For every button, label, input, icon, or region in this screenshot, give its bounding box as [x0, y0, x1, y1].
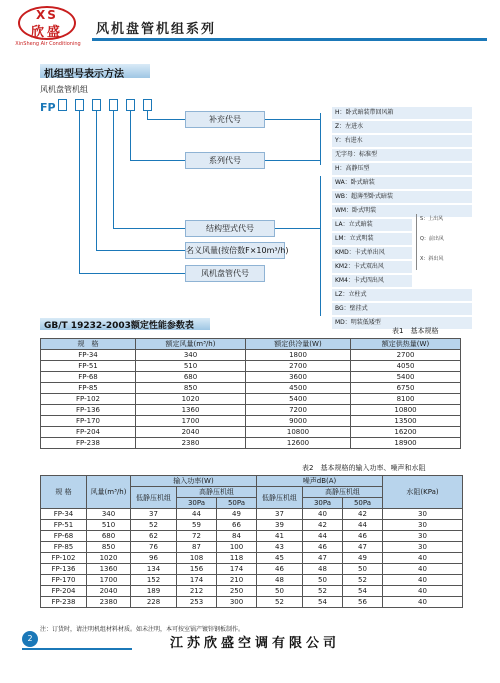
connector	[147, 111, 148, 119]
table-row	[41, 542, 463, 553]
section-subtitle: 风机盘管机组	[40, 85, 88, 94]
table-cell: 1700	[87, 575, 131, 586]
table-cell: 2380	[87, 597, 131, 608]
table-cell: 8100	[351, 394, 461, 405]
table-cell: 30	[383, 509, 463, 520]
table-cell: 4050	[351, 361, 461, 372]
col-header: 噪声dB(A)	[257, 476, 383, 487]
table-cell: 46	[343, 531, 383, 542]
page-number: 2	[22, 631, 38, 647]
table-cell: 44	[343, 520, 383, 531]
table-cell: 510	[87, 520, 131, 531]
col-header: 50Pa	[217, 498, 257, 509]
table-cell: FP-238	[41, 597, 87, 608]
connector	[275, 228, 320, 229]
table-row	[41, 427, 461, 438]
table-cell: 12600	[246, 438, 351, 449]
table-cell: 30	[383, 520, 463, 531]
code-box-6	[143, 99, 152, 111]
connector	[320, 152, 321, 165]
code-item: KMD：卡式单出风	[332, 247, 412, 259]
col-header: 规 格	[41, 476, 87, 509]
code-item: KM4：卡式四出风	[332, 275, 412, 287]
col-header: 30Pa	[303, 498, 343, 509]
side-bracket	[416, 214, 417, 270]
table-cell: 9000	[246, 416, 351, 427]
table-cell: 50	[303, 575, 343, 586]
table-cell: 44	[303, 531, 343, 542]
table-cell: 4500	[246, 383, 351, 394]
code-box-3	[92, 99, 101, 111]
code-item: LZ：立柱式	[332, 289, 472, 301]
table-cell: 56	[343, 597, 383, 608]
table-cell: 44	[177, 509, 217, 520]
table-cell: 2040	[136, 427, 246, 438]
table-cell: 45	[257, 553, 303, 564]
code-box-4	[109, 99, 118, 111]
col-header: 额定供冷量(W)	[246, 339, 351, 350]
prefix-label: FP	[40, 101, 56, 114]
table-cell: 680	[136, 372, 246, 383]
table-row	[41, 372, 461, 383]
col-header: 风量(m³/h)	[87, 476, 131, 509]
table-cell: 54	[303, 597, 343, 608]
table-cell: FP-102	[41, 394, 136, 405]
table-cell: 52	[131, 520, 177, 531]
code-item: Y：右进水	[332, 135, 472, 147]
table-cell: 48	[303, 564, 343, 575]
logo-en: XinSheng Air Conditioning	[15, 41, 81, 47]
table-cell: 39	[257, 520, 303, 531]
table-cell: FP-238	[41, 438, 136, 449]
code-item: MD：明装低矮型	[332, 317, 472, 329]
table-cell: 72	[177, 531, 217, 542]
connector	[265, 119, 320, 120]
table-cell: 100	[217, 542, 257, 553]
table-cell: 47	[343, 542, 383, 553]
code-item: WM：卧式明装	[332, 205, 472, 217]
section-title-model: 机组型号表示方法	[44, 69, 124, 80]
code-item: LM：立式明装	[332, 233, 412, 245]
table-cell: FP-204	[41, 586, 87, 597]
logo-cn: 欣盛	[30, 25, 63, 40]
connector	[130, 160, 185, 161]
table-cell: 40	[383, 564, 463, 575]
connector	[96, 250, 185, 251]
header-rule	[92, 38, 487, 41]
table-row	[41, 394, 461, 405]
table-cell: 49	[343, 553, 383, 564]
table-cell: 250	[217, 586, 257, 597]
table-cell: 174	[217, 564, 257, 575]
company-logo	[10, 6, 86, 50]
code-item: Z：左进水	[332, 121, 472, 133]
table-cell: 108	[177, 553, 217, 564]
table-cell: 37	[131, 509, 177, 520]
table-cell: 62	[131, 531, 177, 542]
table-row	[41, 361, 461, 372]
label-series: 系列代号	[185, 152, 265, 169]
code-item: BG：壁挂式	[332, 303, 472, 315]
table-row	[41, 575, 463, 586]
code-item: H：卧式暗装带回风箱	[332, 107, 472, 119]
table-row	[41, 531, 463, 542]
table-cell: 300	[217, 597, 257, 608]
table-cell: 10800	[246, 427, 351, 438]
table-cell: FP-102	[41, 553, 87, 564]
code-box-1	[58, 99, 67, 111]
table-cell: 340	[87, 509, 131, 520]
table-cell: FP-51	[41, 520, 87, 531]
table1-caption: 表1 基本规格	[392, 327, 439, 335]
table-cell: 66	[217, 520, 257, 531]
table-cell: 3600	[246, 372, 351, 383]
table-cell: 1020	[87, 553, 131, 564]
table-cell: 1700	[136, 416, 246, 427]
table-row	[41, 553, 463, 564]
table-cell: 30	[383, 542, 463, 553]
table-cell: 37	[257, 509, 303, 520]
table-row	[41, 383, 461, 394]
code-item: 无字母：标准型	[332, 149, 472, 161]
connector	[147, 119, 185, 120]
table-row	[41, 597, 463, 608]
col-header: 额定供热量(W)	[351, 339, 461, 350]
table-cell: 49	[217, 509, 257, 520]
table-cell: 510	[136, 361, 246, 372]
table-cell: 43	[257, 542, 303, 553]
code-box-5	[126, 99, 135, 111]
table-cell: 1360	[136, 405, 246, 416]
table-cell: 40	[383, 597, 463, 608]
side-note: X：斜出风	[420, 256, 444, 262]
table-cell: FP-170	[41, 575, 87, 586]
table-row	[41, 509, 463, 520]
table-cell: 52	[303, 586, 343, 597]
table-cell: 6750	[351, 383, 461, 394]
table-cell: 850	[87, 542, 131, 553]
table-cell: 48	[257, 575, 303, 586]
table-cell: 2700	[351, 350, 461, 361]
connector	[113, 228, 185, 229]
table-cell: 30	[383, 531, 463, 542]
col-header: 50Pa	[343, 498, 383, 509]
col-header: 规 格	[41, 339, 136, 350]
table-cell: FP-136	[41, 564, 87, 575]
table-cell: 76	[131, 542, 177, 553]
table-cell: 10800	[351, 405, 461, 416]
table-cell: 16200	[351, 427, 461, 438]
code-item: KM2：卡式双出风	[332, 261, 412, 273]
table-cell: 50	[343, 564, 383, 575]
table-power-noise	[40, 475, 463, 608]
col-header: 低静压机组	[257, 487, 303, 509]
table-cell: 42	[343, 509, 383, 520]
table-cell: 174	[177, 575, 217, 586]
table-cell: FP-51	[41, 361, 136, 372]
col-header: 高静压机组	[177, 487, 257, 498]
table-cell: 2040	[87, 586, 131, 597]
table-cell: 59	[177, 520, 217, 531]
table-cell: 54	[343, 586, 383, 597]
table-cell: 41	[257, 531, 303, 542]
code-item: LA：立式暗装	[332, 219, 412, 231]
col-header: 输入功率(W)	[131, 476, 257, 487]
table-header-row	[41, 339, 461, 350]
label-unit: 风机盘管代号	[185, 265, 265, 282]
side-note: Q：前出风	[420, 236, 444, 242]
table-cell: 52	[343, 575, 383, 586]
table-cell: 1360	[87, 564, 131, 575]
table-cell: 212	[177, 586, 217, 597]
code-item: WB：超薄型卧式暗装	[332, 191, 472, 203]
table-cell: 228	[131, 597, 177, 608]
code-box-2	[75, 99, 84, 111]
table-cell: 2700	[246, 361, 351, 372]
connector	[320, 113, 321, 154]
table-cell: 152	[131, 575, 177, 586]
side-note: S：上出风	[420, 216, 444, 222]
table-cell: 47	[303, 553, 343, 564]
table-cell: 1020	[136, 394, 246, 405]
table-cell: FP-85	[41, 542, 87, 553]
table-cell: FP-68	[41, 531, 87, 542]
connector	[265, 160, 320, 161]
table-cell: 87	[177, 542, 217, 553]
table-cell: 40	[383, 553, 463, 564]
connector	[320, 176, 321, 316]
page-title: 风机盘管机组系列	[96, 22, 217, 37]
table-cell: 118	[217, 553, 257, 564]
table-cell: 18900	[351, 438, 461, 449]
model-diagram	[0, 90, 500, 330]
table-cell: FP-85	[41, 383, 136, 394]
table-cell: 40	[383, 575, 463, 586]
connector	[113, 111, 114, 228]
table-cell: 13500	[351, 416, 461, 427]
table-cell: 340	[136, 350, 246, 361]
table-cell: 52	[257, 597, 303, 608]
table-cell: FP-34	[41, 509, 87, 520]
col-header: 30Pa	[177, 498, 217, 509]
table-cell: 210	[217, 575, 257, 586]
order-note: 注：订货时，请注明机组材料材质。如未注明，本可按室锅产镀锌钢板制作。	[40, 626, 245, 633]
table-cell: 2380	[136, 438, 246, 449]
table-row	[41, 405, 461, 416]
label-structure: 结构型式代号	[185, 220, 275, 237]
table-row	[41, 520, 463, 531]
table-row	[41, 350, 461, 361]
table-cell: 680	[87, 531, 131, 542]
connector	[130, 111, 131, 160]
table-cell: 40	[303, 509, 343, 520]
table-cell: 1800	[246, 350, 351, 361]
col-header: 额定风量(m³/h)	[136, 339, 246, 350]
table-cell: 850	[136, 383, 246, 394]
connector	[79, 111, 80, 273]
table-cell: 5400	[351, 372, 461, 383]
table-cell: 84	[217, 531, 257, 542]
table-basic-spec	[40, 338, 461, 449]
code-item: WA：卧式暗装	[332, 177, 472, 189]
company-name: 江苏欣盛空调有限公司	[170, 636, 341, 651]
table-cell: 96	[131, 553, 177, 564]
col-header: 高静压机组	[303, 487, 383, 498]
table-cell: 40	[383, 586, 463, 597]
section-title-performance: GB/T 19232-2003额定性能参数表	[44, 321, 194, 331]
table-row	[41, 564, 463, 575]
page-header	[0, 0, 500, 56]
label-supplement: 补充代号	[185, 111, 265, 128]
table-cell: 189	[131, 586, 177, 597]
table-row	[41, 438, 461, 449]
footer-rule	[22, 648, 132, 650]
table-cell: 156	[177, 564, 217, 575]
table-cell: 134	[131, 564, 177, 575]
table-cell: 7200	[246, 405, 351, 416]
code-item: H：高静压型	[332, 163, 472, 175]
table-row	[41, 416, 461, 427]
table-cell: FP-136	[41, 405, 136, 416]
table-cell: FP-34	[41, 350, 136, 361]
table-cell: FP-204	[41, 427, 136, 438]
label-nominal: 名义风量(按倍数F×10m³/h)	[185, 242, 285, 259]
table-cell: 42	[303, 520, 343, 531]
table-cell: 5400	[246, 394, 351, 405]
table-cell: FP-68	[41, 372, 136, 383]
logo-mark: XS	[36, 8, 58, 22]
table-cell: 46	[303, 542, 343, 553]
connector	[79, 273, 185, 274]
table-cell: 46	[257, 564, 303, 575]
table-row	[41, 586, 463, 597]
table-cell: 50	[257, 586, 303, 597]
table-cell: FP-170	[41, 416, 136, 427]
table-cell: 253	[177, 597, 217, 608]
connector	[96, 111, 97, 250]
col-header: 水阻(KPa)	[383, 476, 463, 509]
table2-caption: 表2 基本规格的输入功率、噪声和水阻	[302, 464, 426, 472]
col-header: 低静压机组	[131, 487, 177, 509]
